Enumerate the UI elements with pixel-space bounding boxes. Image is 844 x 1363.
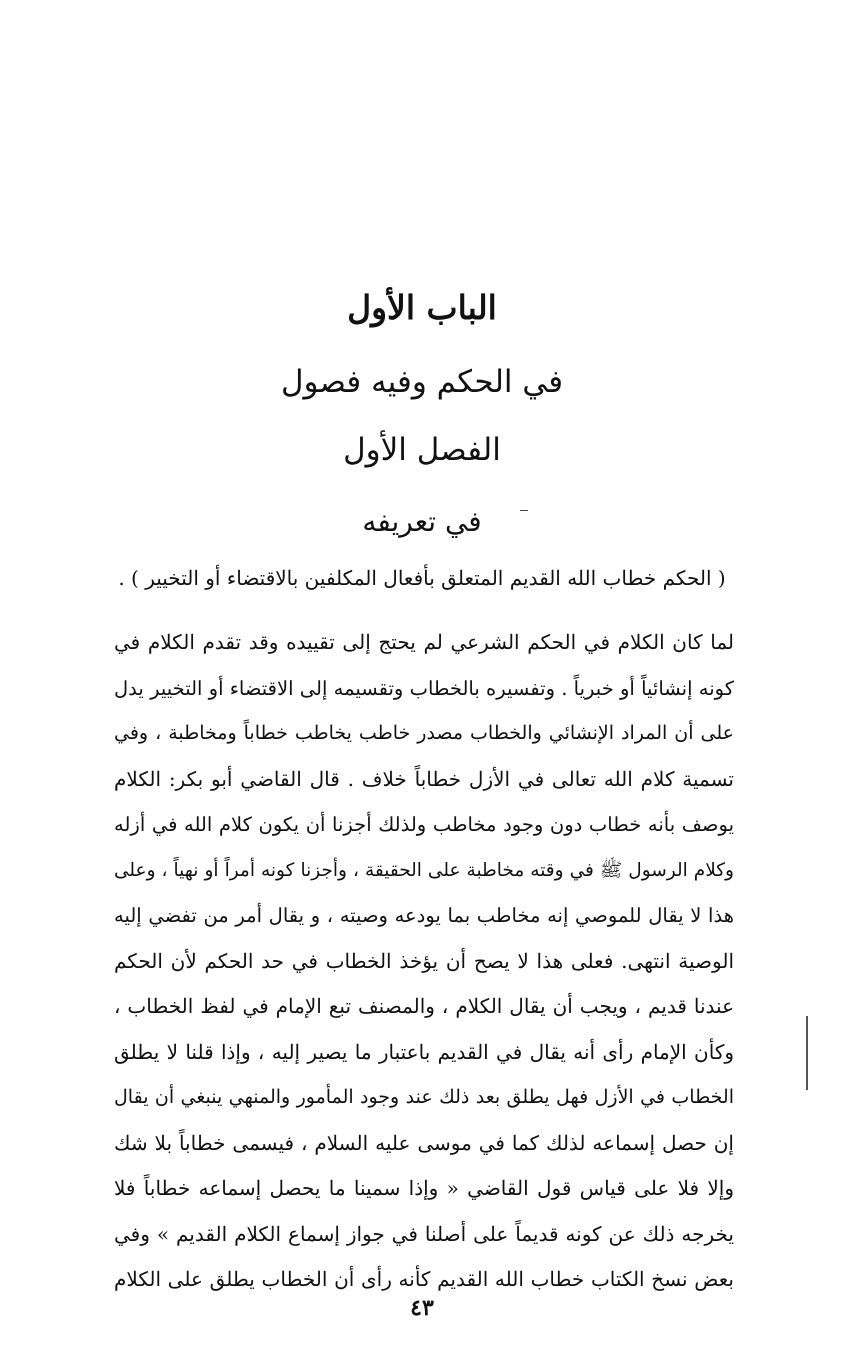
- section-subtitle: في تعريفه: [362, 505, 482, 538]
- text-line: إن حصل إسماعه لذلك كما في موسى عليه السلام ، فيسمى خطاباً بلا شك: [114, 1130, 734, 1155]
- text-line: يخرجه ذلك عن كونه قديماً على أصلنا في جواز إسماع الكلام القديم » وفي: [114, 1221, 734, 1246]
- body-paragraph: [114, 620, 734, 1303]
- definition-text: ( الحكم خطاب الله القديم المتعلق بأفعال المكلفين بالاقتضاء أو التخيير ) .: [118, 566, 726, 590]
- text-line: تسمية كلام الله تعالى في الأزل خطاباً خلاف . قال القاضي أبو بكر: الكلام: [114, 766, 734, 791]
- text-line: يوصف بأنه خطاب دون وجود مخاطب ولذلك أجزنا أن يكون كلام الله في أزله: [114, 813, 734, 836]
- section-title: الفصل الأول: [343, 432, 501, 468]
- text-line: على أن المراد الإنشائي والخطاب مصدر خاطب يخاطب خطاباً ومخاطبة ، وفي: [114, 722, 734, 744]
- text-line: لما كان الكلام في الحكم الشرعي لم يحتج إلى تقييده وقد تقدم الكلام في: [114, 630, 734, 654]
- text-line: وكلام الرسول ﷺ في وقته مخاطبة على الحقيقة ، وأجزنا كونه أمراً أو نهياً ، وعلى: [114, 859, 734, 881]
- chapter-subtitle: في الحكم وفيه فصول: [280, 364, 564, 400]
- text-line: وإلا فلا على قياس قول القاضي « وإذا سمينا ما يحصل إسماعه خطاباً فلا: [114, 1176, 734, 1200]
- margin-rule: [806, 1016, 808, 1090]
- page-number: ٤٣: [410, 1295, 434, 1321]
- text-line: وكأن الإمام رأى أنه يقال في القديم باعتبار ما يصير إليه ، وإذا قلنا لا يطلق: [114, 1039, 734, 1064]
- text-line: الوصية انتهى. فعلى هذا لا يصح أن يؤخذ الخطاب في حد الحكم لأن الحكم: [114, 948, 734, 973]
- text-line: كونه إنشائياً أو خبرياً . وتفسيره بالخطاب وتقسيمه إلى الاقتضاء أو التخيير يدل: [114, 676, 734, 700]
- text-line: هذا لا يقال للموصي إنه مخاطب بما يودعه وصيته ، و يقال أمر من تفضي إليه: [114, 904, 734, 927]
- text-line: الخطاب في الأزل فهل يطلق بعد ذلك عند وجود المأمور والمنهي ينبغي أن يقال: [114, 1086, 734, 1108]
- text-line: بعض نسخ الكتاب خطاب الله القديم كأنه رأى أن الخطاب يطلق على الكلام: [114, 1267, 734, 1291]
- chapter-title: الباب الأول: [347, 288, 497, 327]
- text-line: عندنا قديم ، ويجب أن يقال الكلام ، والمصنف تبع الإمام في لفظ الخطاب ،: [114, 994, 734, 1018]
